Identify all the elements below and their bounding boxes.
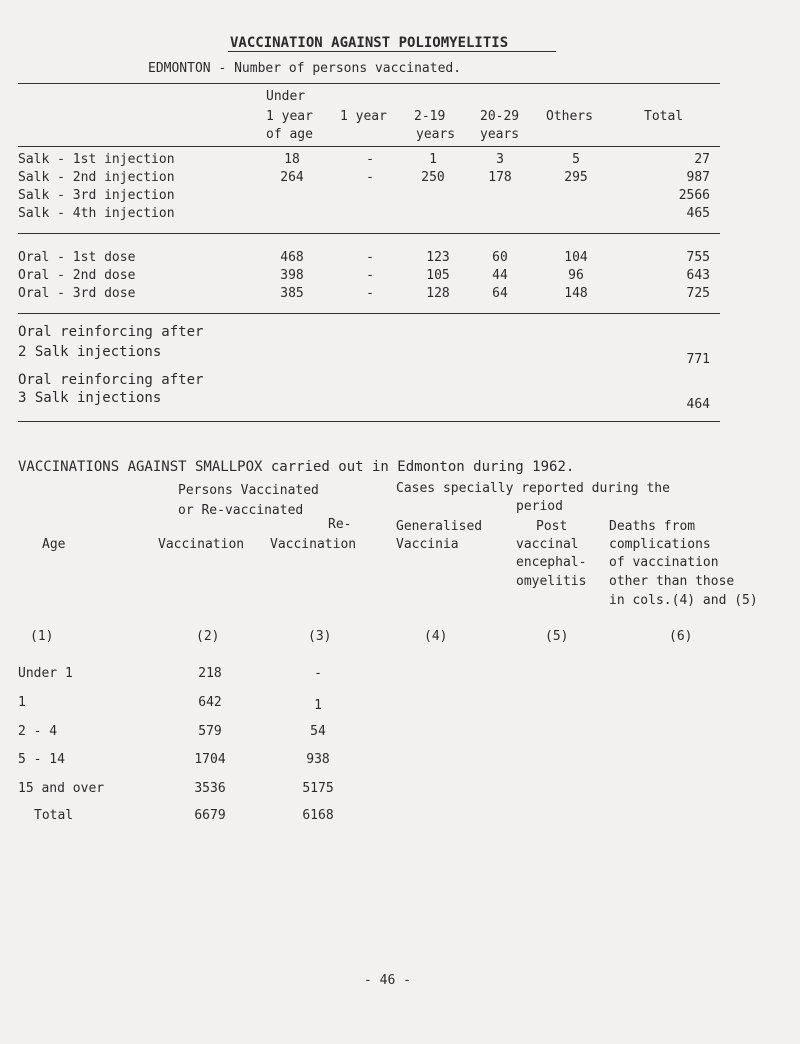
- cell-under1: 264: [280, 170, 304, 185]
- cell-total: 643: [686, 268, 710, 283]
- header-deaths: Deaths from: [609, 519, 696, 534]
- header-persons: Persons Vaccinated: [178, 483, 319, 498]
- row-age: 5 - 14: [18, 752, 65, 767]
- cell-under1: 468: [280, 250, 304, 265]
- title-underline: [228, 51, 556, 52]
- row-label: Salk - 2nd injection: [18, 170, 175, 185]
- row-label: 3 Salk injections: [18, 390, 162, 406]
- page-number: - 46 -: [364, 973, 411, 988]
- header-post-vaccinal: vaccinal: [516, 537, 579, 552]
- header-one-year: 1 year: [340, 109, 387, 124]
- cell-others: 96: [568, 268, 584, 283]
- header-generalised: Generalised: [396, 519, 483, 534]
- header-revaccination: Vaccination: [270, 537, 357, 552]
- page-title: VACCINATION AGAINST POLIOMYELITIS: [230, 35, 509, 51]
- cell-one: -: [366, 268, 374, 283]
- header-20-29: 20-29: [480, 109, 520, 124]
- polio-top-rule: [18, 83, 720, 84]
- header-under1: Under: [266, 89, 306, 104]
- oral-rule: [18, 313, 720, 314]
- row-label: Oral - 3rd dose: [18, 286, 136, 301]
- polio-bottom-rule: [18, 421, 720, 422]
- header-20-29: years: [480, 127, 520, 142]
- cell-revaccination: 54: [310, 724, 326, 739]
- polio-subtitle: EDMONTON - Number of persons vaccinated.: [148, 61, 462, 76]
- cell-revaccination: -: [314, 666, 322, 681]
- column-number: (1): [30, 629, 54, 644]
- header-deaths: other than those: [609, 574, 735, 589]
- cell-20-29: 60: [492, 250, 508, 265]
- cell-2-19: 105: [426, 268, 450, 283]
- row-age: 15 and over: [18, 781, 105, 796]
- header-under1: of age: [266, 127, 313, 142]
- cell-one: -: [366, 170, 374, 185]
- salk-rule: [18, 233, 720, 234]
- header-deaths: in cols.(4) and (5): [609, 593, 758, 608]
- column-number: (6): [669, 629, 693, 644]
- header-generalised: Vaccinia: [396, 537, 459, 552]
- header-post-vaccinal: encephal-: [516, 555, 587, 570]
- row-age: Total: [34, 808, 74, 823]
- cell-under1: 398: [280, 268, 304, 283]
- header-deaths: of vaccination: [609, 555, 719, 570]
- cell-2-19: 128: [426, 286, 450, 301]
- header-under1: 1 year: [266, 109, 313, 124]
- cell-one: -: [366, 286, 374, 301]
- cell-vaccination: 3536: [194, 781, 226, 796]
- cell-revaccination: 1: [314, 698, 322, 713]
- smallpox-title: VACCINATIONS AGAINST SMALLPOX carried out in Edmonton during 1962.: [18, 459, 575, 475]
- row-label: Oral - 1st dose: [18, 250, 136, 265]
- cell-total: 2566: [678, 188, 710, 203]
- cell-total: 465: [686, 206, 710, 221]
- row-label: 2 Salk injections: [18, 344, 162, 360]
- cell-vaccination: 218: [198, 666, 222, 681]
- column-number: (5): [545, 629, 569, 644]
- cell-20-29: 64: [492, 286, 508, 301]
- row-age: Under 1: [18, 666, 73, 681]
- header-cases: Cases specially reported during the: [396, 481, 670, 496]
- cell-revaccination: 938: [306, 752, 330, 767]
- header-2-19: 2-19: [414, 109, 446, 124]
- header-cases: period: [516, 499, 563, 514]
- cell-under1: 18: [284, 152, 300, 167]
- cell-vaccination: 642: [198, 695, 222, 710]
- cell-vaccination: 1704: [194, 752, 226, 767]
- column-number: (4): [424, 629, 448, 644]
- header-post-vaccinal: omyelitis: [516, 574, 587, 589]
- cell-others: 104: [564, 250, 588, 265]
- cell-total: 987: [686, 170, 710, 185]
- header-post-vaccinal: Post: [536, 519, 568, 534]
- header-age: Age: [42, 537, 66, 552]
- cell-others: 5: [572, 152, 580, 167]
- header-revaccination: Re-: [328, 517, 352, 532]
- cell-revaccination: 6168: [302, 808, 334, 823]
- column-number: (2): [196, 629, 220, 644]
- cell-20-29: 44: [492, 268, 508, 283]
- header-deaths: complications: [609, 537, 711, 552]
- column-number: (3): [308, 629, 332, 644]
- cell-others: 148: [564, 286, 588, 301]
- cell-vaccination: 579: [198, 724, 222, 739]
- cell-20-29: 178: [488, 170, 512, 185]
- header-persons: or Re-vaccinated: [178, 503, 304, 518]
- cell-2-19: 123: [426, 250, 450, 265]
- polio-header-rule: [18, 146, 720, 147]
- header-total: Total: [644, 109, 684, 124]
- cell-one: -: [366, 152, 374, 167]
- cell-vaccination: 6679: [194, 808, 226, 823]
- row-label: Oral reinforcing after: [18, 324, 204, 340]
- row-label: Oral reinforcing after: [18, 372, 204, 388]
- cell-2-19: 250: [421, 170, 445, 185]
- header-2-19: years: [416, 127, 456, 142]
- header-others: Others: [546, 109, 593, 124]
- cell-total: 725: [686, 286, 710, 301]
- row-label: Salk - 4th injection: [18, 206, 175, 221]
- cell-total: 771: [686, 352, 710, 367]
- row-age: 1: [18, 695, 26, 710]
- cell-revaccination: 5175: [302, 781, 334, 796]
- cell-2-19: 1: [429, 152, 437, 167]
- cell-20-29: 3: [496, 152, 504, 167]
- cell-one: -: [366, 250, 374, 265]
- cell-others: 295: [564, 170, 588, 185]
- row-label: Salk - 1st injection: [18, 152, 175, 167]
- row-label: Oral - 2nd dose: [18, 268, 136, 283]
- cell-total: 464: [686, 397, 710, 412]
- row-label: Salk - 3rd injection: [18, 188, 175, 203]
- row-age: 2 - 4: [18, 724, 58, 739]
- header-vaccination: Vaccination: [158, 537, 245, 552]
- cell-total: 755: [686, 250, 710, 265]
- cell-total: 27: [694, 152, 710, 167]
- cell-under1: 385: [280, 286, 304, 301]
